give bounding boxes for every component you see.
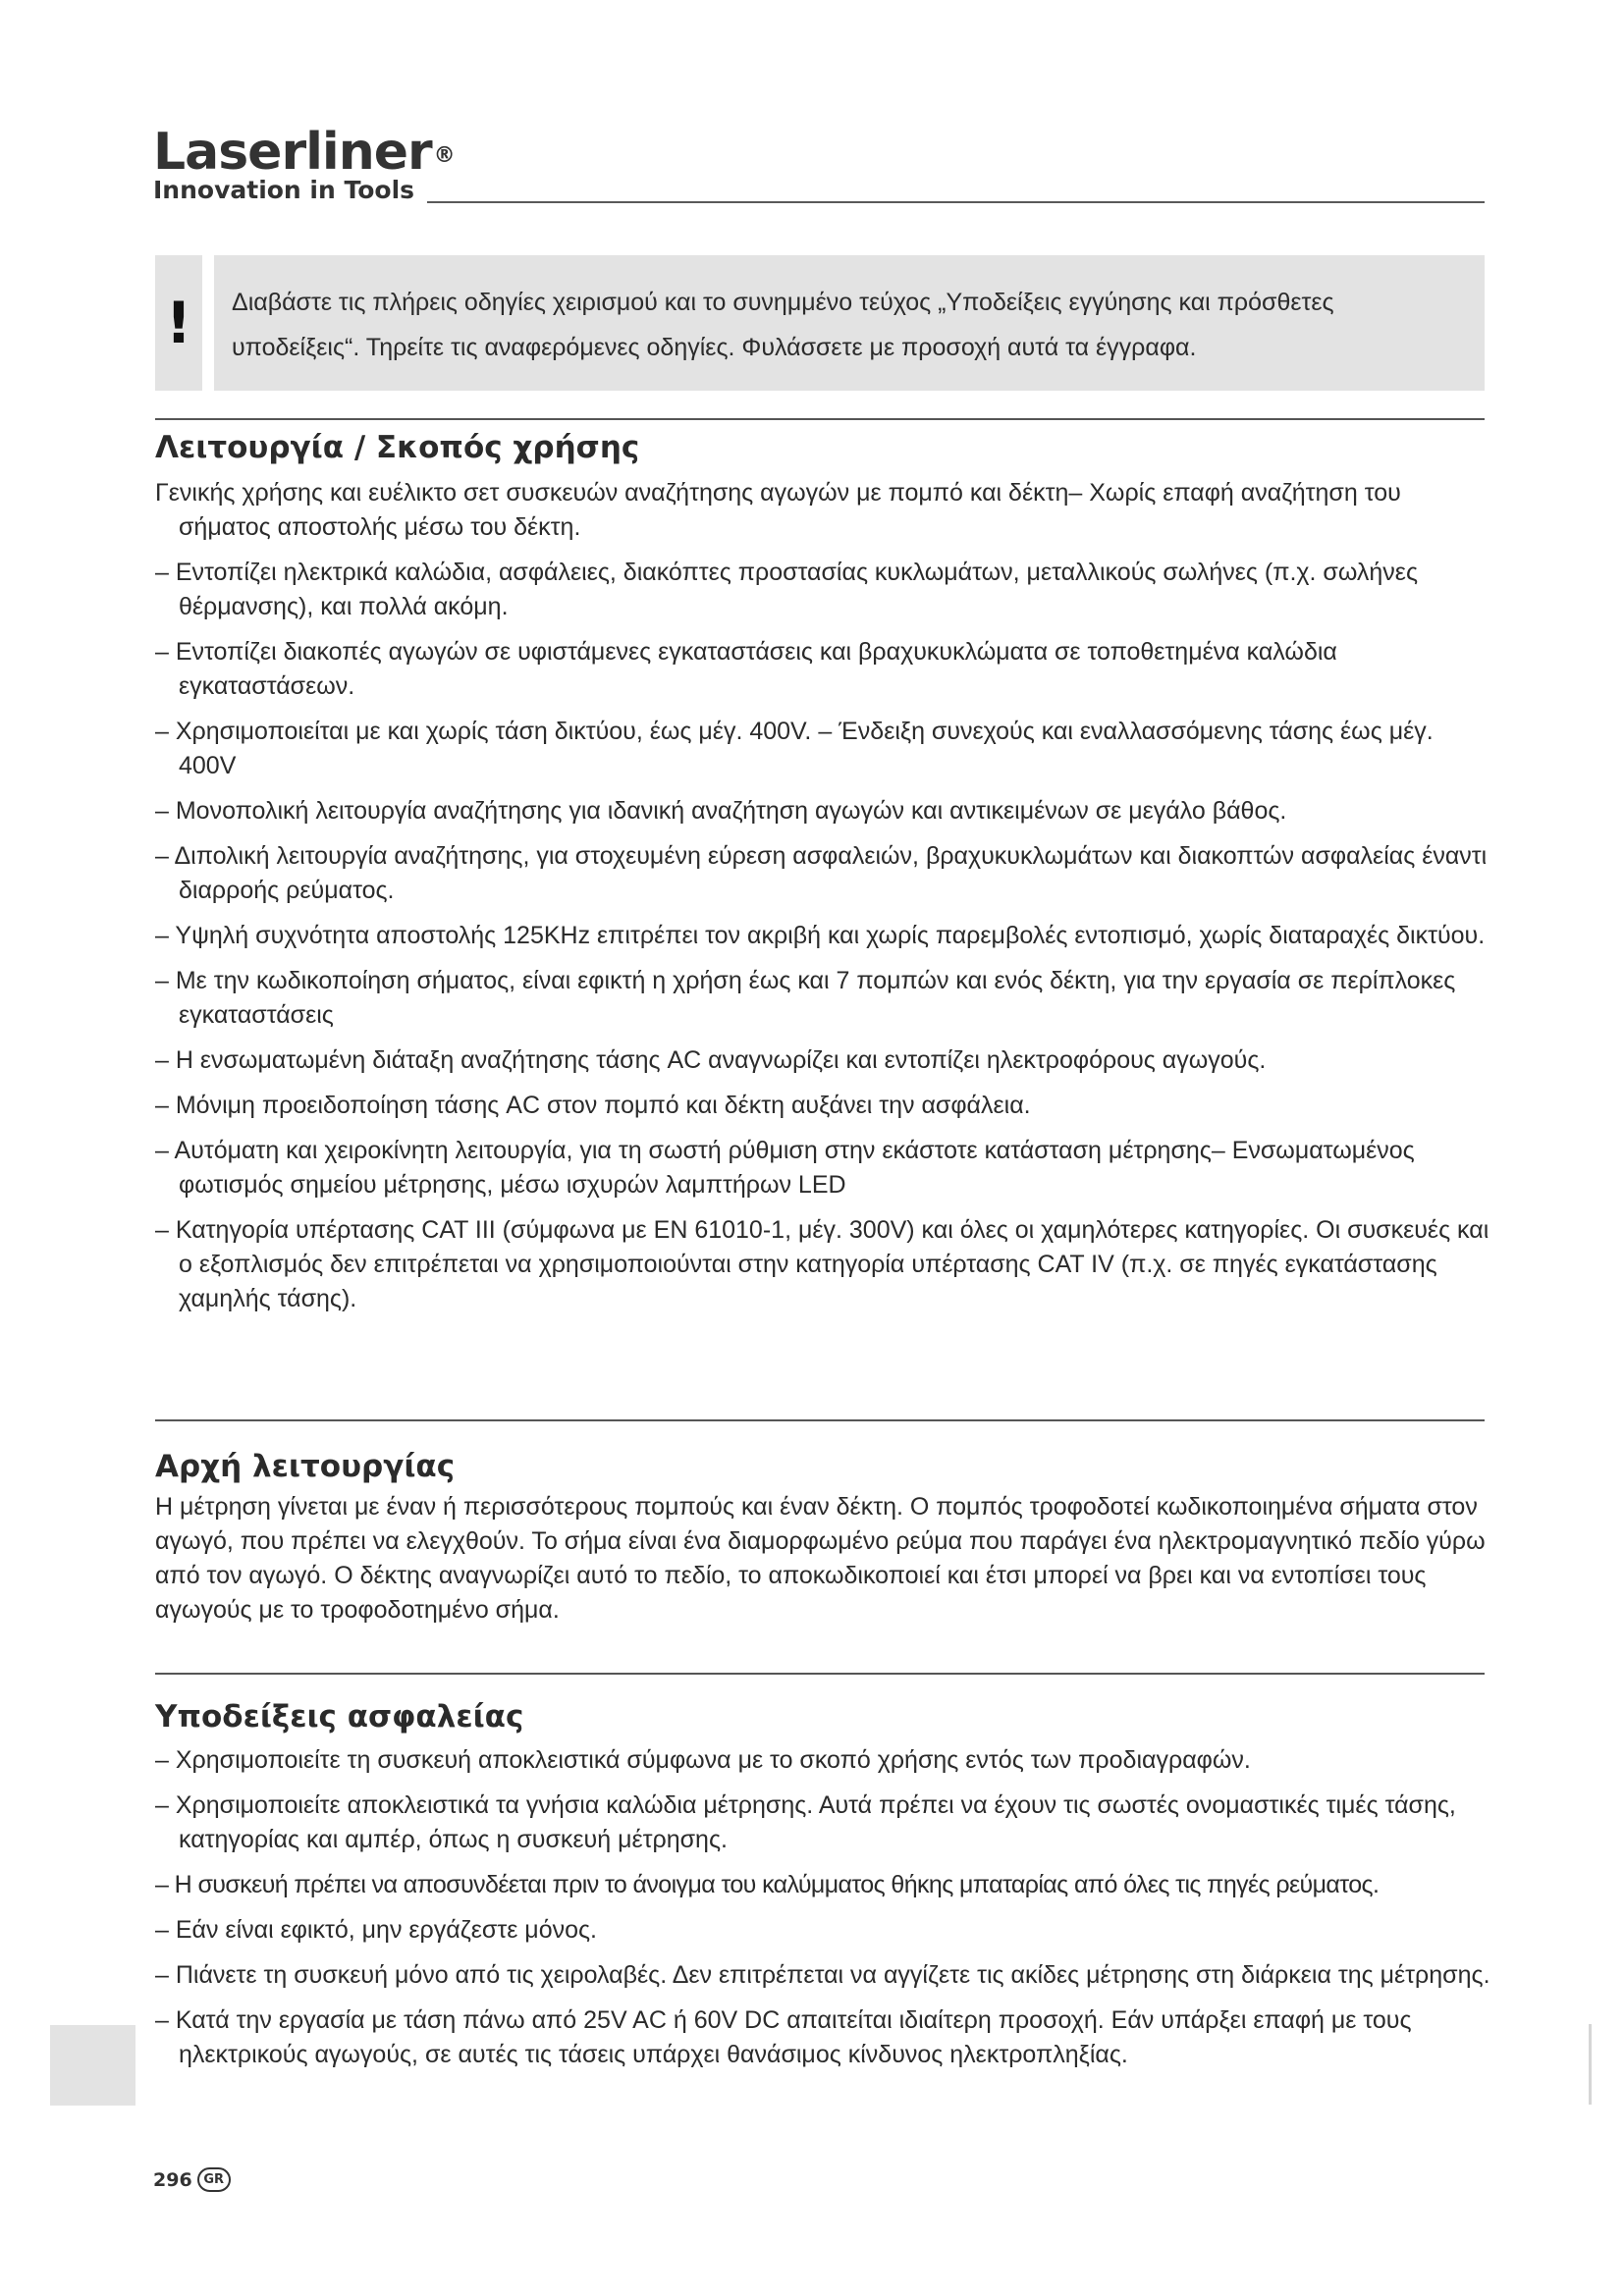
notice-box (155, 255, 1485, 391)
notice-text: Διαβάστε τις πλήρεις οδηγίες χειρισμού και το συνημμένο τεύχος „Υποδείξεις εγγύησης και πρόσθετες υποδείξεις“. Τηρείτε τις αναφερόμενες οδηγίες. Φυλάσσετε με προσοχή αυτά τα έγγραφα. (214, 255, 1485, 391)
principle-section (155, 1445, 1490, 1628)
list-item: – Χρησιμοποιείτε αποκλειστικά τα γνήσια καλώδια μέτρησης. Αυτά πρέπει να έχουν τις σωστές ονομαστικές τιμές τάσης, κατηγορίας και αμπέρ, όπως η συσκευή μέτρησης. (155, 1791, 1456, 1853)
list-item: – Πιάνετε τη συσκευή μόνο από τις χειρολαβές. Δεν επιτρέπεται να αγγίζετε τις ακίδες μέτρησης στη διάρκεια της μέτρησης. (155, 1961, 1490, 1989)
list-item: – Εάν είναι εφικτό, μην εργάζεστε μόνος. (155, 1916, 597, 1944)
brand-tagline: Innovation in Tools (153, 176, 415, 204)
list-item: – Εντοπίζει ηλεκτρικά καλώδια, ασφάλειες, διακόπτες προστασίας κυκλωμάτων, μεταλλικούς σωλήνες (π.χ. σωλήνες θέρμανσης), και πολλά ακόμη. (155, 559, 1418, 620)
list-item: – Με την κωδικοποίηση σήματος, είναι εφικτή η χρήση έως και 7 πομπών και ενός δέκτη, για την εργασία σε περίπλοκες εγκαταστάσεις (155, 967, 1456, 1029)
list-item: – Μόνιμη προειδοποίηση τάσης AC στον πομπό και δέκτη αυξάνει την ασφάλεια. (155, 1092, 1031, 1119)
function-list (155, 556, 1490, 1316)
section-divider (155, 1673, 1485, 1675)
list-item: – Χρησιμοποιείται με και χωρίς τάση δικτύου, έως μέγ. 400V. – Ένδειξη συνεχούς και εναλλασσόμενης τάσης έως μέγ. 400V (155, 718, 1434, 779)
function-title: Λειτουργία / Σκοπός χρήσης (155, 430, 640, 465)
header-divider (427, 201, 1485, 203)
section-divider (155, 1419, 1485, 1421)
side-line-marker (1589, 2024, 1592, 2105)
list-item: – Χρησιμοποιείτε τη συσκευή αποκλειστικά σύμφωνα με το σκοπό χρήσης εντός των προδιαγραφών. (155, 1746, 1251, 1774)
function-intro: Γενικής χρήσης και ευέλικτο σετ συσκευών αναζήτησης αγωγών με πομπό και δέκτη– Χωρίς επαφή αναζήτηση του σήματος αποστολής μέσω του δέκτη. (155, 479, 1401, 541)
list-item: – Η ενσωματωμένη διάταξη αναζήτησης τάσης AC αναγνωρίζει και εντοπίζει ηλεκτροφόρους αγωγούς. (155, 1046, 1267, 1074)
language-badge: GR (197, 2167, 231, 2192)
brand-name: Laserliner® (153, 123, 455, 182)
registered-mark: ® (433, 143, 455, 168)
list-item: – Διπολική λειτουργία αναζήτησης, για στοχευμένη εύρεση ασφαλειών, βραχυκυκλωμάτων και διακοπτών ασφαλείας έναντι διαρροής ρεύματος. (155, 842, 1488, 904)
principle-text: Η μέτρηση γίνεται με έναν ή περισσότερους πομπούς και έναν δέκτη. Ο πομπός τροφοδοτεί κωδικοποιημένα σήματα στον αγωγό, που πρέπει να ελεγχθούν. Το σήμα είναι ένα διαμορφωμένο ρεύμα που παράγει ένα ηλεκτρομαγνητικό πεδίο γύρω από τον αγωγό. Ο δέκτης αναγνωρίζει αυτό το πεδίο, το αποκωδικοποιεί και έτσι μπορεί να βρει και να εντοπίσει τους αγωγούς με το τροφοδοτημένο σήμα. (155, 1493, 1486, 1624)
list-item: – Υψηλή συχνότητα αποστολής 125KHz επιτρέπει τον ακριβή και χωρίς παρεμβολές εντοπισμό, χωρίς διαταραχές δικτύου. (155, 922, 1486, 949)
page-footer (153, 2167, 231, 2192)
page-number: 296 (153, 2168, 192, 2191)
safety-section (155, 1695, 1490, 2072)
safety-list (155, 1743, 1490, 2072)
side-tab-marker (50, 2025, 135, 2106)
list-item: – Εντοπίζει διακοπές αγωγών σε υφιστάμενες εγκαταστάσεις και βραχυκυκλώματα σε τοποθετημένα καλώδια εγκαταστάσεων. (155, 638, 1337, 700)
list-item: – Η συσκευή πρέπει να αποσυνδέεται πριν το άνοιγμα του καλύμματος θήκης μπαταρίας από όλες τις πηγές ρεύματος. (155, 1871, 1380, 1898)
function-section (155, 426, 1490, 1316)
section-divider (155, 418, 1485, 420)
list-item: – Αυτόματη και χειροκίνητη λειτουργία, για τη σωστή ρύθμιση στην εκάστοτε κατάσταση μέτρησης– Ενσωματωμένος φωτισμός σημείου μέτρησης, μέσω ισχυρών λαμπτήρων LED (155, 1137, 1415, 1199)
warning-icon: ! (155, 255, 202, 391)
list-item: – Κατηγορία υπέρτασης CAT III (σύμφωνα με EN 61010-1, μέγ. 300V) και όλες οι χαμηλότερες κατηγορίες. Οι συσκευές και ο εξοπλισμός δεν επιτρέπεται να χρησιμοποιούνται στην κατηγορία υπέρτασης CAT IV (π.χ. σε πηγές εγκατάστασης χαμηλής τάσης). (155, 1216, 1489, 1312)
list-item: – Κατά την εργασία με τάση πάνω από 25V AC ή 60V DC απαιτείται ιδιαίτερη προσοχή. Εάν υπάρξει επαφή με τους ηλεκτρικούς αγωγούς, σε αυτές τις τάσεις υπάρχει θανάσιμος κίνδυνος ηλεκτροπληξίας. (155, 2006, 1412, 2068)
list-item: – Μονοπολική λειτουργία αναζήτησης για ιδανική αναζήτηση αγωγών και αντικειμένων σε μεγάλο βάθος. (155, 797, 1287, 825)
principle-title: Αρχή λειτουργίας (155, 1449, 456, 1484)
safety-title: Υποδείξεις ασφαλείας (155, 1699, 524, 1735)
brand-logo (153, 124, 455, 204)
